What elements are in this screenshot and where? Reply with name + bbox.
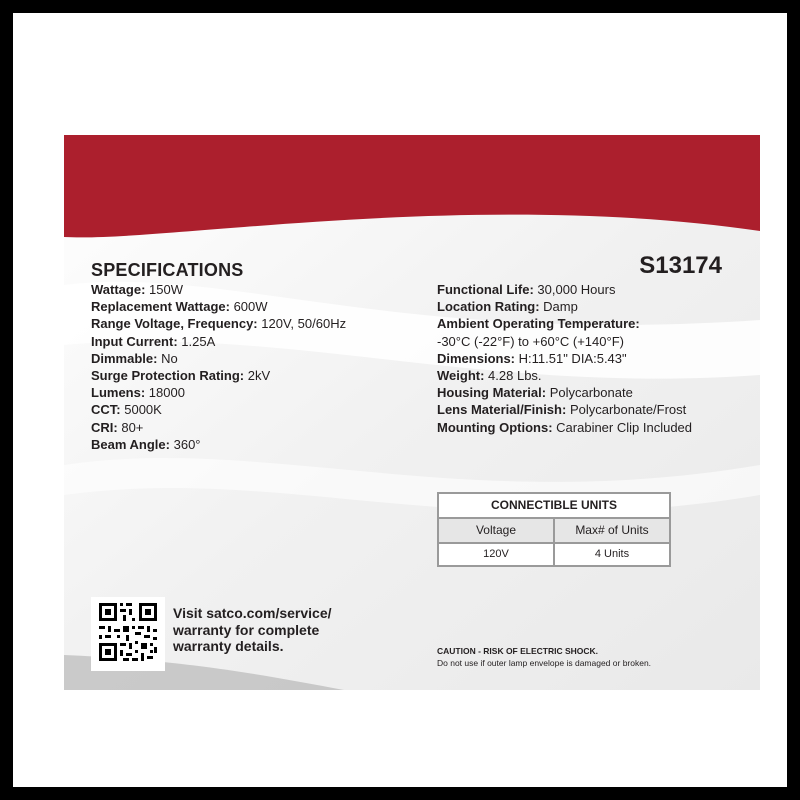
spec-row: Mounting Options: Carabiner Clip Included	[437, 419, 693, 435]
spec-row: Functional Life: 30,000 Hours	[437, 282, 616, 297]
spec-card	[64, 135, 760, 690]
spec-row: Input Current: 1.25A	[91, 333, 216, 349]
spec-row: Beam Angle: 360°	[91, 436, 201, 452]
warranty-line: Visit satco.com/service/	[173, 605, 332, 621]
spec-row: Ambient Operating Temperature:	[437, 316, 640, 332]
spec-row: Lumens: 18000	[91, 385, 185, 401]
spec-row: Housing Material: Polycarbonate	[437, 385, 633, 401]
spec-row: CCT: 5000K	[91, 402, 162, 418]
spec-row: Range Voltage, Frequency: 120V, 50/60Hz	[91, 316, 347, 332]
caution-notice	[437, 646, 651, 669]
spec-row: Location Rating: Damp	[437, 299, 578, 315]
specs-right-list	[437, 281, 692, 436]
column-header-voltage: Voltage	[438, 518, 554, 543]
sku-number: S13174	[639, 252, 722, 279]
spec-row: CRI: 80+	[91, 419, 144, 435]
spec-row: Dimmable: No	[91, 350, 178, 366]
units-cell: 4 Units	[554, 543, 670, 566]
caution-text: Do not use if outer lamp envelope is damaged or broken.	[437, 657, 652, 668]
table-row	[438, 543, 670, 566]
voltage-cell: 120V	[438, 543, 554, 566]
specifications-heading: SPECIFICATIONS	[91, 260, 244, 280]
spec-row: Weight: 4.28 Lbs.	[437, 368, 542, 384]
warranty-text	[173, 605, 332, 655]
warranty-line: warranty for complete	[173, 621, 320, 638]
spec-row: Lens Material/Finish: Polycarbonate/Frost	[437, 402, 687, 418]
spec-row: Surge Protection Rating: 2kV	[91, 368, 271, 384]
qr-code[interactable]	[91, 597, 165, 671]
column-header-units: Max# of Units	[554, 518, 670, 543]
spec-row: -30°C (-22°F) to +60°C (+140°F)	[437, 333, 624, 349]
spec-row: Wattage: 150W	[91, 282, 183, 297]
connectible-units-table	[437, 492, 671, 567]
table-title: CONNECTIBLE UNITS	[438, 493, 670, 518]
specs-left-list	[91, 281, 346, 453]
table-header-row	[438, 518, 670, 543]
spec-row: Dimensions: H:11.51" DIA:5.43"	[437, 350, 627, 366]
page-frame	[13, 13, 787, 787]
warranty-line: warranty details.	[173, 638, 284, 654]
spec-row: Replacement Wattage: 600W	[91, 299, 268, 315]
caution-title: CAUTION - RISK OF ELECTRIC SHOCK.	[437, 646, 599, 656]
